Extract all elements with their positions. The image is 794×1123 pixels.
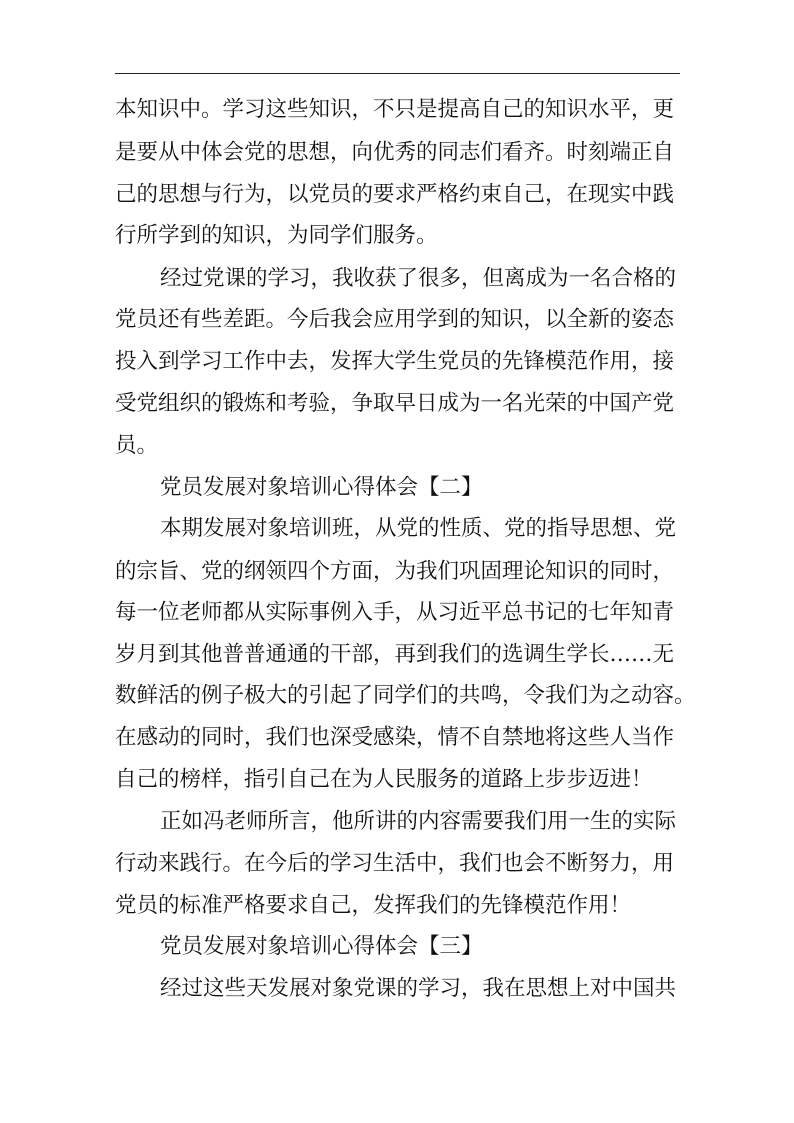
- header-rule: [115, 73, 680, 74]
- text-line: 己的思想与行为，以党员的要求严格约束自己，在现实中践: [115, 182, 675, 207]
- text-line: 在感动的同时，我们也深受感染，情不自禁地将这些人当作: [115, 725, 675, 750]
- text-line: 岁月到其他普普通通的干部，再到我们的选调生学长……无: [115, 642, 675, 667]
- text-line: 投入到学习工作中去，发挥大学生党员的先锋模范作用，接: [115, 349, 675, 374]
- text-line: 党员还有些差距。今后我会应用学到的知识，以全新的姿态: [115, 307, 675, 332]
- text-line: 员。: [115, 433, 159, 458]
- text-line: 行所学到的知识，为同学们服务。: [115, 223, 438, 248]
- paragraph-start-line: 经过党课的学习，我收获了很多，但离成为一名合格的: [160, 266, 677, 291]
- paragraph-start-line: 经过这些天发展对象党课的学习，我在思想上对中国共: [160, 976, 677, 1001]
- paragraph-start-line: 正如冯老师所言，他所讲的内容需要我们用一生的实际: [160, 809, 677, 834]
- text-line: 党员的标准严格要求自己，发挥我们的先锋模范作用！: [115, 893, 632, 918]
- text-line: 是要从中体会党的思想，向优秀的同志们看齐。时刻端正自: [115, 140, 675, 165]
- text-line: 每一位老师都从实际事例入手，从习近平总书记的七年知青: [115, 600, 675, 625]
- text-line: 本知识中。学习这些知识，不只是提高自己的知识水平，更: [115, 97, 675, 122]
- section-heading-two: 党员发展对象培训心得体会【二】: [160, 475, 483, 500]
- text-line: 的宗旨、党的纲领四个方面，为我们巩固理论知识的同时，: [115, 559, 675, 584]
- text-line: 数鲜活的例子极大的引起了同学们的共鸣，令我们为之动容。: [115, 683, 696, 708]
- text-line: 行动来践行。在今后的学习生活中，我们也会不断努力，用: [115, 851, 675, 876]
- text-line: 自己的榜样，指引自己在为人民服务的道路上步步迈进！: [115, 767, 653, 792]
- text-line: 受党组织的锻炼和考验，争取早日成为一名光荣的中国产党: [115, 391, 675, 416]
- paragraph-start-line: 本期发展对象培训班，从党的性质、党的指导思想、党: [160, 516, 677, 541]
- section-heading-three: 党员发展对象培训心得体会【三】: [160, 934, 483, 959]
